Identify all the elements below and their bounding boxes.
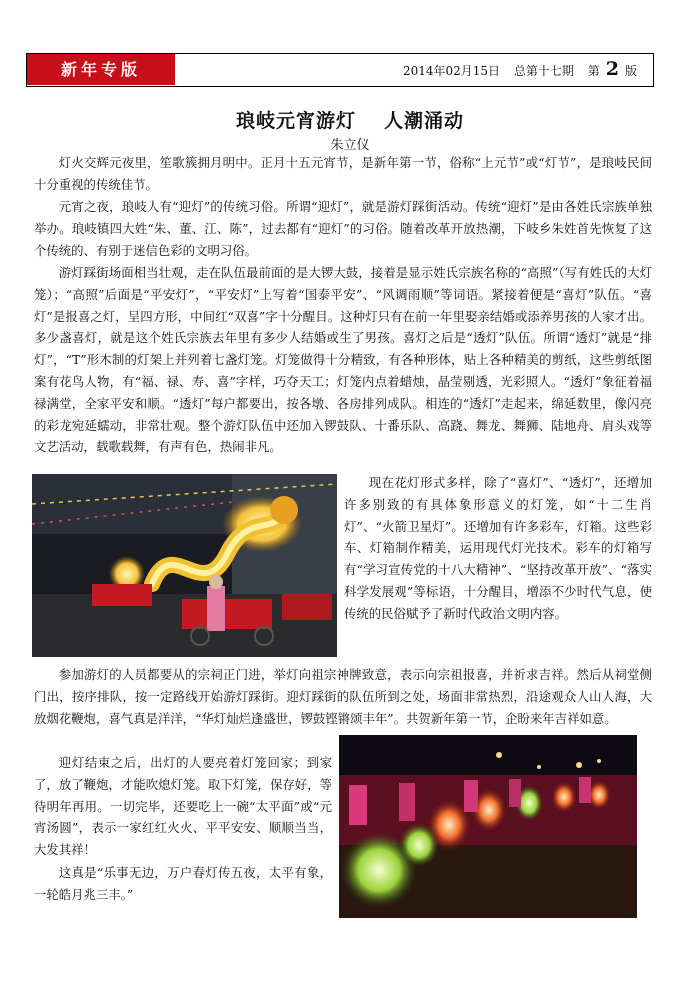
photo-lantern-parade <box>339 735 637 918</box>
paragraph-1: 灯火交辉元夜里，笙歌簇拥月明中。正月十五元宵节，是新年第一节，俗称“上元节”或“灯节”，是琅岐民间十分重视的传统佳节。 <box>34 155 652 192</box>
paragraph-5: 参加游灯的人员都要从的宗祠正门进，举灯向祖宗神牌致意，表示向宗祖报喜，并祈求吉祥。然后从祠堂侧门出，按序排队，按一定路线开始游灯踩街。迎灯踩街的队伍所到之处，场面非常热烈，沿途观众人山人海，大放烟花鞭炮，喜气真是洋洋，“华灯灿烂逢盛世，锣鼓铿锵颂丰年”。共贺新年第一节，企盼来年吉祥如意。 <box>34 667 652 726</box>
issue-info <box>393 54 637 85</box>
page-number: 2 <box>605 58 619 80</box>
paragraph-2: 元宵之夜，琅岐人有“迎灯”的传统习俗。所谓“迎灯”，就是游灯踩街活动。传统“迎灯”是由各姓氏宗族单独举办。琅岐镇四大姓“朱、董、江、陈”，过去都有“迎灯”的习俗。随着改革开放热潮，下岐乡朱姓首先恢复了这个传统的、有别于迷信色彩的文明习俗。 <box>34 199 652 258</box>
title-main: 琅岐元宵游灯 <box>235 110 356 132</box>
issue-number: 总第十七期 <box>513 64 574 78</box>
article-title <box>0 106 700 133</box>
paragraph-3: 游灯踩街场面相当壮观，走在队伍最前面的是大锣大鼓，接着是显示姓氏宗族名称的“高照”（写有姓氏的大灯笼）；“高照”后面是“平安灯”，“平安灯”上写着“国泰平安”、“风调雨顺”等词语。紧接着便是“喜灯”队伍。“喜灯”是报喜之灯，呈四方形，中间红“双喜”字十分醒目。这种灯只有在前一年里娶亲结婚或添养男孩的人家才出。多少盏喜灯，就是这个姓氏宗族去年里有多少人结婚或生了男孩。喜灯之后是“透灯”队伍。所谓“透灯”就是“排灯”，“T”形木制的灯架上并列着七盏灯笼。灯笼做得十分精致，有各种形体，贴上各种精美的剪纸，这些剪纸图案有花鸟人物，有“福、禄、寿、喜”字样，巧夺天工；灯笼内点着蜡烛，晶莹剔透，光彩照人。“透灯”象征着福禄满堂，全家平安和顺。“透灯”每户都要出，按各墩、各房排列成队。相连的“透灯”走起来，绵延数里，像闪亮的彩龙宛延蠕动，非常壮观。整个游灯队伍中还加入锣鼓队、十番乐队、高跷、舞龙、舞狮、陆地舟、肩头戏等文艺活动，载歌载舞，有声有色，热闹非凡。 <box>34 265 652 455</box>
photo-dragon-lantern <box>32 474 337 657</box>
page-header <box>26 53 654 87</box>
paragraph-6: 迎灯结束之后，出灯的人要亮着灯笼回家；到家了，放了鞭炮，才能吹熄灯笼。取下灯笼，保存好，等待明年再用。一切完毕，还要吃上一碗“太平面”或“元宵汤圆”，表示一家红红火火、平平安安、顺顺当当，大发其祥！ <box>34 755 332 858</box>
page-suffix: 版 <box>624 64 637 78</box>
article-author: 朱立仪 <box>330 138 370 153</box>
issue-date: 2014年02月15日 <box>402 64 501 78</box>
page-prefix: 第 <box>587 64 600 78</box>
title-secondary: 人潮涌动 <box>384 110 465 132</box>
paragraph-4: 现在花灯形式多样，除了“喜灯”、“透灯”，还增加许多别致的有具体象形意义的灯笼，如“十二生肖灯”、“火箭卫星灯”。还增加有许多彩车，灯箱。这些彩车、灯箱制作精美，运用现代灯光技术。彩车的灯箱写有“学习宣传党的十八大精神”、“坚持改革开放”、“落实科学发展观”等标语，十分醒目，增添不少时代气息，使传统的民俗赋予了新时代政治文明内容。 <box>344 475 652 621</box>
paragraph-7: 这真是“乐事无边，万户春灯传五夜，太平有象，一轮皓月兆三丰。” <box>34 865 332 902</box>
section-tag: 新年专版 <box>27 54 175 85</box>
